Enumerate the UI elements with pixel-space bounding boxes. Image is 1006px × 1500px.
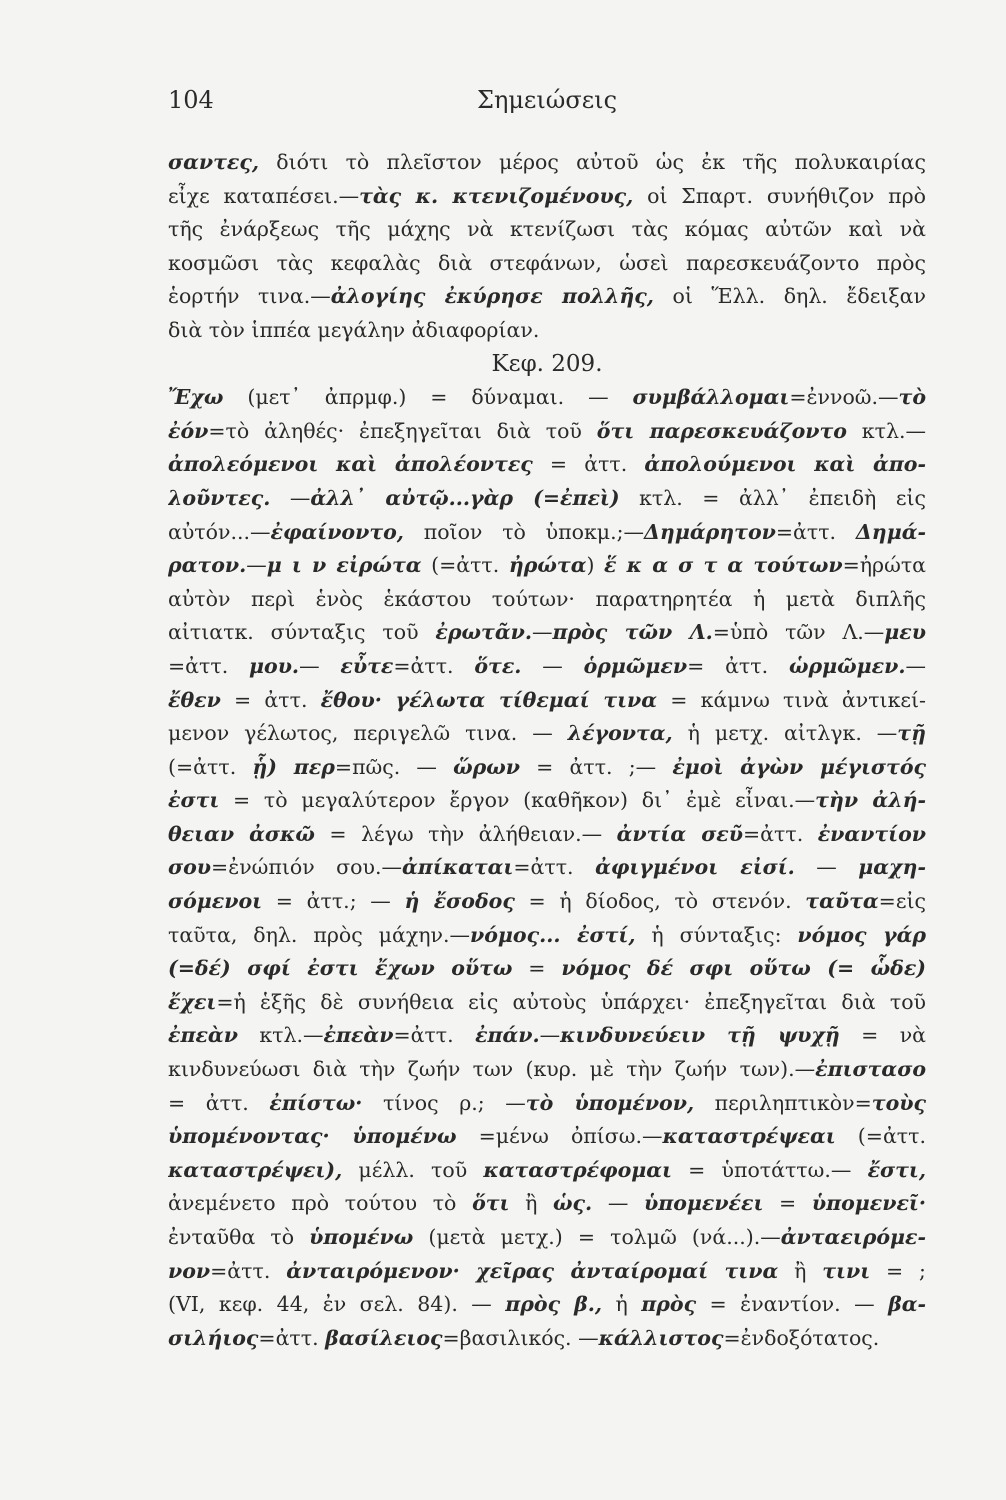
text-line: = ἀττ. ἐπίστω· τίνος ρ.; —τὸ ὑπομένον, περιληπτικὸν=τοὺς	[168, 1090, 926, 1115]
text-line: τῆς ἐνάρξεως τῆς μάχης νὰ κτενίζωσι τὰς κόμας αὐτῶν καὶ νὰ	[168, 217, 926, 242]
text-line: ἀνεμένετο πρὸ τούτου τὸ ὅτι ἢ ὡς. — ὑπομενέει = ὑπομενεῖ·	[168, 1191, 926, 1216]
text-line: αὐτόν...—ἐφαίνοντο, ποῖον τὸ ὑποκμ.;—Δημάρητον=ἀττ. Δημά-	[168, 519, 926, 544]
running-title: Σημειώσεις	[476, 86, 618, 114]
text-line: ἑορτήν τινα.—ἀλογίης ἐκύρησε πολλῆς, οἱ Ἕλλ. δηλ. ἔδειξαν	[168, 284, 926, 309]
text-line: νον=ἀττ. ἀνταιρόμενον· χεῖρας ἀνταίρομαί τινα ἢ τινι = ;	[168, 1258, 926, 1283]
text-line: κινδυνεύωσι διὰ τὴν ζωήν των (κυρ. μὲ τὴν ζωήν των).—ἐπιστασο	[168, 1057, 926, 1082]
text-line: (=ἀττ. ᾗ) περ=πῶς. — ὥρων = ἀττ. ;— ἐμοὶ ἀγὼν μέγιστός	[168, 754, 926, 779]
chapter-heading: Κεφ. 209.	[491, 350, 603, 377]
text-line: καταστρέψει), μέλλ. τοῦ καταστρέφομαι = ὑποτάττω.— ἔστι,	[168, 1157, 926, 1182]
text-line: (VI, κεφ. 44, ἐν σελ. 84). — πρὸς β., ἡ πρὸς = ἐναντίον. — βα-	[168, 1292, 926, 1317]
text-line: σου=ἐνώπιόν σου.—ἀπίκαται=ἀττ. ἀφιγμένοι εἰσί. — μαχη-	[168, 855, 926, 880]
text-line: ἐπεὰν κτλ.—ἐπεὰν=ἀττ. ἐπάν.—κινδυνεύειν τῇ ψυχῇ = νὰ	[168, 1023, 926, 1048]
text-line: αἰτιατκ. σύνταξις τοῦ ἐρωτᾶν.—πρὸς τῶν Λ.=ὑπὸ τῶν Λ.—μευ	[168, 620, 926, 645]
text-line: Ἔχω (μετ᾽ ἀπρμφ.) = δύναμαι. — συμβάλλομαι=ἐννοῶ.—τὸ	[168, 385, 926, 410]
text-line: κοσμῶσι τὰς κεφαλὰς διὰ στεφάνων, ὡσεὶ παρεσκευάζοντο πρὸς	[168, 250, 926, 275]
text-line: σιλήιος=ἀττ. βασίλειος=βασιλικός. —κάλλιστος=ἐνδοξότατος.	[168, 1325, 880, 1350]
page-header	[168, 86, 926, 126]
text-line: λοῦντες. —ἀλλ᾽ αὐτῷ...γὰρ (=ἐπεὶ) κτλ. = ἀλλ᾽ ἐπειδὴ εἰς	[168, 485, 926, 510]
notes-text	[168, 146, 926, 1355]
text-line: αὐτὸν περὶ ἑνὸς ἑκάστου τούτων· παρατηρητέα ἡ μετὰ διπλῆς	[168, 586, 926, 611]
text-line: ἐνταῦθα τὸ ὑπομένω (μετὰ μετχ.) = τολμῶ (νά...).—ἀνταειρόμε-	[168, 1225, 926, 1249]
text-line: (=δέ) σφί ἐστι ἔχων οὕτω = νόμος δέ σφι οὕτω (= ὧδε)	[168, 956, 926, 981]
text-line: σαντες, διότι τὸ πλεῖστον μέρος αὐτοῦ ὡς ἐκ τῆς πολυκαιρίας	[168, 150, 926, 174]
text-line: ρατον.—μ ι ν εἰρώτα (=ἀττ. ἠρώτα) ἕ κ α σ τ α τούτων=ἠρώτα	[168, 553, 926, 578]
text-line: μενον γέλωτος, περιγελῶ τινα. — λέγοντα, ἡ μετχ. αἰτλγκ. —τῇ	[168, 721, 926, 746]
text-line: εἶχε καταπέσει.—τὰς κ. κτενιζομένους, οἱ Σπαρτ. συνήθιζον πρὸ	[168, 183, 926, 208]
text-line: θειαν ἀσκῶ = λέγω τὴν ἀλήθειαν.— ἀντία σεῦ=ἀττ. ἐναντίον	[168, 821, 926, 846]
text-line: διὰ τὸν ἱππέα μεγάλην ἀδιαφορίαν.	[168, 317, 540, 342]
text-line: ταῦτα, δηλ. πρὸς μάχην.—νόμος... ἐστί, ἡ σύνταξις: νόμος γάρ	[168, 922, 926, 947]
text-line: ἔθεν = ἀττ. ἔθου· γέλωτα τίθεμαί τινα = κάμνω τινὰ ἀντικεί-	[168, 687, 926, 712]
text-line: σόμενοι = ἀττ.; — ἡ ἔσοδος = ἡ δίοδος, τὸ στενόν. ταῦτα=εἰς	[168, 889, 926, 914]
text-line: =ἀττ. μου.— εὖτε=ἀττ. ὅτε. — ὁρμῶμεν= ἀττ. ὡρμῶμεν.—	[168, 653, 926, 678]
text-line: ἀπολεόμενοι καὶ ἀπολέοντες = ἀττ. ἀπολούμενοι καὶ ἀπο-	[168, 452, 926, 477]
text-line: ἐόν=τὸ ἀληθές· ἐπεξηγεῖται διὰ τοῦ ὅτι παρεσκευάζοντο κτλ.—	[168, 418, 926, 443]
page-number: 104	[168, 86, 214, 114]
text-line: ἐστι = τὸ μεγαλύτερον ἔργον (καθῆκον) δι᾽ ἐμὲ εἶναι.—τὴν ἀλή-	[168, 788, 926, 813]
text-line: ἔχει=ἡ ἑξῆς δὲ συνήθεια εἰς αὐτοὺς ὑπάρχει· ἐπεξηγεῖται διὰ τοῦ	[168, 989, 926, 1014]
text-line: ὑπομένοντας· ὑπομένω =μένω ὀπίσω.—καταστρέψεαι (=ἀττ.	[168, 1124, 926, 1149]
